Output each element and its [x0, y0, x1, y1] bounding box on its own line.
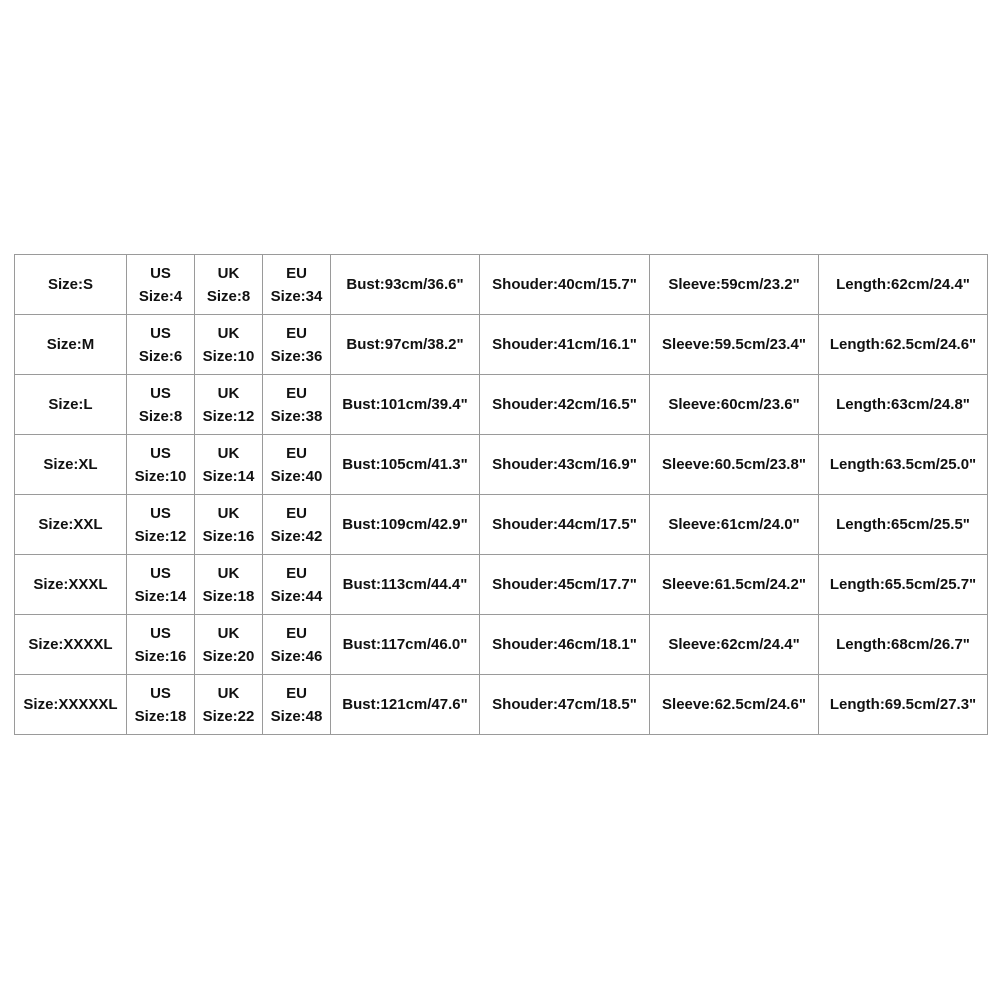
sleeve-cell: Sleeve:59.5cm/23.4" — [650, 315, 819, 375]
uk-size-cell — [195, 495, 263, 555]
sleeve-cell: Sleeve:61.5cm/24.2" — [650, 555, 819, 615]
sleeve-cell: Sleeve:60.5cm/23.8" — [650, 435, 819, 495]
table-row — [15, 435, 988, 495]
us-size-cell — [127, 675, 195, 735]
uk-label: UK — [217, 504, 240, 522]
size-cell: Size:XXXL — [15, 555, 127, 615]
shoulder-cell: Shouder:44cm/17.5" — [480, 495, 650, 555]
length-cell: Length:62cm/24.4" — [819, 255, 988, 315]
us-size-cell — [127, 435, 195, 495]
table-row — [15, 675, 988, 735]
us-size-cell — [127, 315, 195, 375]
sleeve-cell: Sleeve:61cm/24.0" — [650, 495, 819, 555]
shoulder-cell: Shouder:46cm/18.1" — [480, 615, 650, 675]
eu-size-cell — [263, 615, 331, 675]
shoulder-cell: Shouder:41cm/16.1" — [480, 315, 650, 375]
bust-cell: Bust:105cm/41.3" — [331, 435, 480, 495]
us-value: Size:4 — [138, 287, 183, 305]
length-cell: Length:65cm/25.5" — [819, 495, 988, 555]
us-label: US — [150, 384, 171, 402]
eu-label: EU — [286, 264, 307, 282]
us-label: US — [150, 564, 171, 582]
bust-cell: Bust:109cm/42.9" — [331, 495, 480, 555]
table-row — [15, 615, 988, 675]
us-size-cell — [127, 495, 195, 555]
uk-size-cell — [195, 675, 263, 735]
eu-size-cell — [263, 435, 331, 495]
uk-value: Size:22 — [202, 707, 255, 725]
length-cell: Length:63.5cm/25.0" — [819, 435, 988, 495]
uk-value: Size:16 — [202, 527, 255, 545]
table-row — [15, 255, 988, 315]
shoulder-cell: Shouder:42cm/16.5" — [480, 375, 650, 435]
size-chart-table — [14, 254, 988, 735]
eu-size-cell — [263, 675, 331, 735]
length-cell: Length:69.5cm/27.3" — [819, 675, 988, 735]
shoulder-cell: Shouder:45cm/17.7" — [480, 555, 650, 615]
us-label: US — [150, 684, 171, 702]
bust-cell: Bust:97cm/38.2" — [331, 315, 480, 375]
size-cell: Size:L — [15, 375, 127, 435]
table-row — [15, 555, 988, 615]
bust-cell: Bust:113cm/44.4" — [331, 555, 480, 615]
eu-value: Size:38 — [270, 407, 323, 425]
us-label: US — [150, 504, 171, 522]
table-row — [15, 375, 988, 435]
eu-label: EU — [286, 444, 307, 462]
uk-size-cell — [195, 375, 263, 435]
us-label: US — [150, 444, 171, 462]
uk-value: Size:12 — [202, 407, 255, 425]
us-size-cell — [127, 255, 195, 315]
bust-cell: Bust:101cm/39.4" — [331, 375, 480, 435]
us-value: Size:18 — [134, 707, 187, 725]
us-value: Size:12 — [134, 527, 187, 545]
us-size-cell — [127, 555, 195, 615]
bust-cell: Bust:121cm/47.6" — [331, 675, 480, 735]
eu-value: Size:48 — [270, 707, 323, 725]
size-cell: Size:S — [15, 255, 127, 315]
eu-value: Size:34 — [270, 287, 323, 305]
shoulder-cell: Shouder:43cm/16.9" — [480, 435, 650, 495]
eu-value: Size:46 — [270, 647, 323, 665]
eu-size-cell — [263, 255, 331, 315]
us-label: US — [150, 624, 171, 642]
us-value: Size:8 — [138, 407, 183, 425]
sleeve-cell: Sleeve:60cm/23.6" — [650, 375, 819, 435]
size-chart-body — [15, 255, 988, 735]
uk-value: Size:10 — [202, 347, 255, 365]
us-label: US — [150, 324, 171, 342]
uk-label: UK — [217, 444, 240, 462]
us-value: Size:6 — [138, 347, 183, 365]
eu-size-cell — [263, 315, 331, 375]
size-cell: Size:M — [15, 315, 127, 375]
size-cell: Size:XXXXL — [15, 615, 127, 675]
eu-size-cell — [263, 555, 331, 615]
eu-value: Size:44 — [270, 587, 323, 605]
length-cell: Length:65.5cm/25.7" — [819, 555, 988, 615]
bust-cell: Bust:93cm/36.6" — [331, 255, 480, 315]
uk-value: Size:18 — [202, 587, 255, 605]
uk-size-cell — [195, 615, 263, 675]
shoulder-cell: Shouder:40cm/15.7" — [480, 255, 650, 315]
us-value: Size:16 — [134, 647, 187, 665]
eu-label: EU — [286, 384, 307, 402]
eu-value: Size:40 — [270, 467, 323, 485]
uk-value: Size:20 — [202, 647, 255, 665]
uk-label: UK — [217, 384, 240, 402]
us-size-cell — [127, 615, 195, 675]
uk-size-cell — [195, 555, 263, 615]
eu-label: EU — [286, 624, 307, 642]
size-cell: Size:XL — [15, 435, 127, 495]
table-row — [15, 315, 988, 375]
uk-label: UK — [217, 684, 240, 702]
eu-label: EU — [286, 504, 307, 522]
sleeve-cell: Sleeve:62cm/24.4" — [650, 615, 819, 675]
us-size-cell — [127, 375, 195, 435]
sleeve-cell: Sleeve:62.5cm/24.6" — [650, 675, 819, 735]
eu-label: EU — [286, 324, 307, 342]
shoulder-cell: Shouder:47cm/18.5" — [480, 675, 650, 735]
uk-value: Size:14 — [202, 467, 255, 485]
us-value: Size:10 — [134, 467, 187, 485]
eu-label: EU — [286, 684, 307, 702]
size-cell: Size:XXL — [15, 495, 127, 555]
us-label: US — [150, 264, 171, 282]
uk-size-cell — [195, 255, 263, 315]
uk-size-cell — [195, 435, 263, 495]
eu-value: Size:42 — [270, 527, 323, 545]
length-cell: Length:62.5cm/24.6" — [819, 315, 988, 375]
us-value: Size:14 — [134, 587, 187, 605]
eu-label: EU — [286, 564, 307, 582]
length-cell: Length:63cm/24.8" — [819, 375, 988, 435]
uk-size-cell — [195, 315, 263, 375]
table-row — [15, 495, 988, 555]
eu-value: Size:36 — [270, 347, 323, 365]
size-cell: Size:XXXXXL — [15, 675, 127, 735]
uk-label: UK — [217, 564, 240, 582]
length-cell: Length:68cm/26.7" — [819, 615, 988, 675]
uk-label: UK — [217, 624, 240, 642]
uk-value: Size:8 — [206, 287, 251, 305]
uk-label: UK — [217, 264, 240, 282]
bust-cell: Bust:117cm/46.0" — [331, 615, 480, 675]
eu-size-cell — [263, 375, 331, 435]
eu-size-cell — [263, 495, 331, 555]
sleeve-cell: Sleeve:59cm/23.2" — [650, 255, 819, 315]
uk-label: UK — [217, 324, 240, 342]
